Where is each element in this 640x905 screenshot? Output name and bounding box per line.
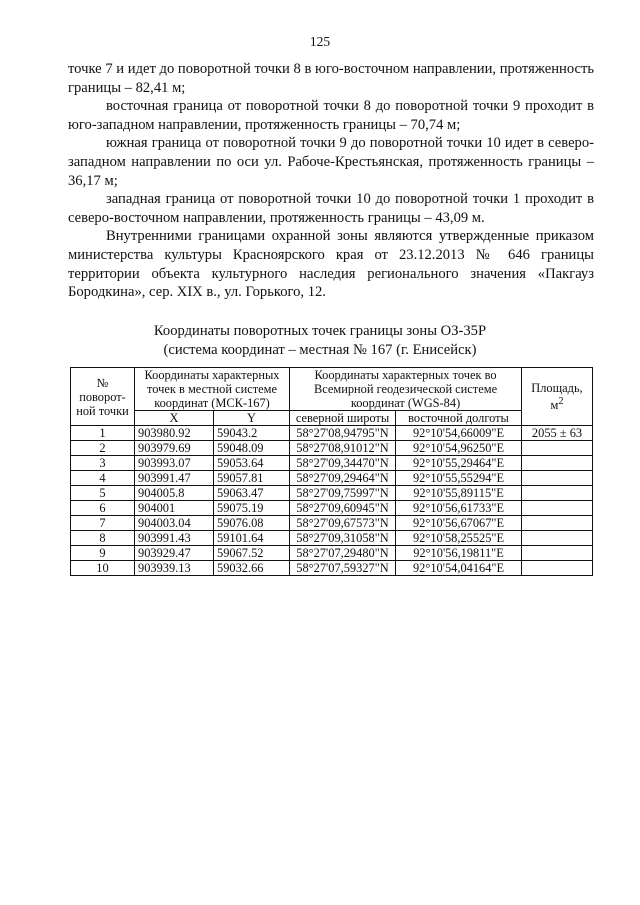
- cell-x: 903991.43: [135, 531, 214, 546]
- paragraph-inner-boundaries: Внутренними границами охранной зоны являются утвержденные приказом министерства культуры Красноярского края от 23.12.2013 № 646 границы территории объекта культурного наследия регионального значения «Пакгауз Бородкина», сер. XIX в., ул. Горького, 12.: [68, 228, 594, 301]
- coordinates-table: [70, 367, 593, 576]
- cell-x: 904003.04: [135, 516, 214, 531]
- cell-area: [522, 561, 593, 576]
- table-caption-line1: Координаты поворотных точек границы зоны ОЗ-35Р: [153, 323, 487, 339]
- cell-y: 59101.64: [214, 531, 290, 546]
- cell-longitude: 92°10'55,89115"E: [396, 486, 522, 501]
- cell-area: [522, 546, 593, 561]
- cell-y: 59053.64: [214, 456, 290, 471]
- header-local-coordinates: Координаты характерных точек в местной системе координат (МСК-167): [135, 368, 290, 411]
- table-row: [71, 471, 593, 486]
- cell-latitude: 58°27'07,29480"N: [290, 546, 396, 561]
- paragraph-west-boundary: западная граница от поворотной точки 10 до поворотной точки 1 проходит в северо-восточном направлении, протяженность границы – 43,09 м.: [68, 191, 594, 226]
- table-row: [71, 501, 593, 516]
- cell-point-number: 10: [71, 561, 135, 576]
- header-area-label: Площадь, м: [531, 380, 583, 413]
- cell-x: 903993.07: [135, 456, 214, 471]
- cell-point-number: 3: [71, 456, 135, 471]
- cell-latitude: 58°27'08,91012"N: [290, 441, 396, 456]
- cell-latitude: 58°27'09,34470"N: [290, 456, 396, 471]
- cell-y: 59075.19: [214, 501, 290, 516]
- cell-longitude: 92°10'56,67067"E: [396, 516, 522, 531]
- cell-x: 903980.92: [135, 426, 214, 441]
- coordinates-table-body: [71, 426, 593, 576]
- table-row: [71, 531, 593, 546]
- body-text: [68, 60, 594, 302]
- cell-longitude: 92°10'54,66009"E: [396, 426, 522, 441]
- table-row: [71, 516, 593, 531]
- cell-point-number: 8: [71, 531, 135, 546]
- cell-longitude: 92°10'55,55294"E: [396, 471, 522, 486]
- header-point-number: № поворот-ной точки: [71, 368, 135, 426]
- cell-y: 59076.08: [214, 516, 290, 531]
- table-caption-line2: (система координат – местная № 167 (г. Енисейск): [163, 342, 477, 358]
- table-row: [71, 441, 593, 456]
- paragraph-south-boundary: южная граница от поворотной точки 9 до поворотной точки 10 идет в северо-западном направлении по оси ул. Рабоче-Крестьянская, протяженность границы – 36,17 м;: [68, 135, 594, 189]
- cell-area: [522, 486, 593, 501]
- header-wgs-coordinates: Координаты характерных точек во Всемирной геодезической системе координат (WGS-84): [290, 368, 522, 411]
- cell-point-number: 7: [71, 516, 135, 531]
- cell-area: 2055 ± 63: [522, 426, 593, 441]
- cell-longitude: 92°10'58,25525"E: [396, 531, 522, 546]
- cell-x: 903939.13: [135, 561, 214, 576]
- cell-longitude: 92°10'56,61733"E: [396, 501, 522, 516]
- header-area-unit-exponent: 2: [558, 395, 564, 407]
- table-row: [71, 426, 593, 441]
- cell-latitude: 58°27'09,31058"N: [290, 531, 396, 546]
- cell-latitude: 58°27'07,59327"N: [290, 561, 396, 576]
- cell-y: 59063.47: [214, 486, 290, 501]
- cell-area: [522, 531, 593, 546]
- cell-y: 59043.2: [214, 426, 290, 441]
- table-row: [71, 486, 593, 501]
- cell-area: [522, 456, 593, 471]
- cell-longitude: 92°10'56,19811"E: [396, 546, 522, 561]
- cell-longitude: 92°10'55,29464"E: [396, 456, 522, 471]
- cell-x: 904005.8: [135, 486, 214, 501]
- cell-x: 904001: [135, 501, 214, 516]
- cell-point-number: 5: [71, 486, 135, 501]
- header-area: [522, 368, 593, 426]
- cell-latitude: 58°27'08,94795"N: [290, 426, 396, 441]
- cell-area: [522, 441, 593, 456]
- cell-point-number: 2: [71, 441, 135, 456]
- paragraph-northeast-boundary: точке 7 и идет до поворотной точки 8 в юго-восточном направлении, протяженность границы – 82,41 м;: [68, 61, 594, 96]
- cell-longitude: 92°10'54,04164"E: [396, 561, 522, 576]
- cell-latitude: 58°27'09,60945"N: [290, 501, 396, 516]
- table-row: [71, 456, 593, 471]
- cell-latitude: 58°27'09,29464"N: [290, 471, 396, 486]
- page-number: 125: [309, 34, 331, 49]
- cell-x: 903979.69: [135, 441, 214, 456]
- cell-y: 59057.81: [214, 471, 290, 486]
- header-x: X: [135, 411, 214, 426]
- cell-latitude: 58°27'09,75997"N: [290, 486, 396, 501]
- cell-x: 903991.47: [135, 471, 214, 486]
- table-caption: [0, 322, 640, 360]
- cell-y: 59032.66: [214, 561, 290, 576]
- cell-point-number: 1: [71, 426, 135, 441]
- table-row: [71, 546, 593, 561]
- header-latitude: северной широты: [290, 411, 396, 426]
- header-y: Y: [214, 411, 290, 426]
- cell-point-number: 9: [71, 546, 135, 561]
- cell-area: [522, 516, 593, 531]
- paragraph-east-boundary: восточная граница от поворотной точки 8 до поворотной точки 9 проходит в юго-западном направлении, протяженность границы – 70,74 м;: [68, 98, 594, 133]
- cell-point-number: 4: [71, 471, 135, 486]
- header-longitude: восточной долготы: [396, 411, 522, 426]
- cell-x: 903929.47: [135, 546, 214, 561]
- cell-area: [522, 471, 593, 486]
- cell-y: 59048.09: [214, 441, 290, 456]
- cell-latitude: 58°27'09,67573"N: [290, 516, 396, 531]
- table-row: [71, 561, 593, 576]
- cell-longitude: 92°10'54,96250"E: [396, 441, 522, 456]
- cell-y: 59067.52: [214, 546, 290, 561]
- cell-point-number: 6: [71, 501, 135, 516]
- cell-area: [522, 501, 593, 516]
